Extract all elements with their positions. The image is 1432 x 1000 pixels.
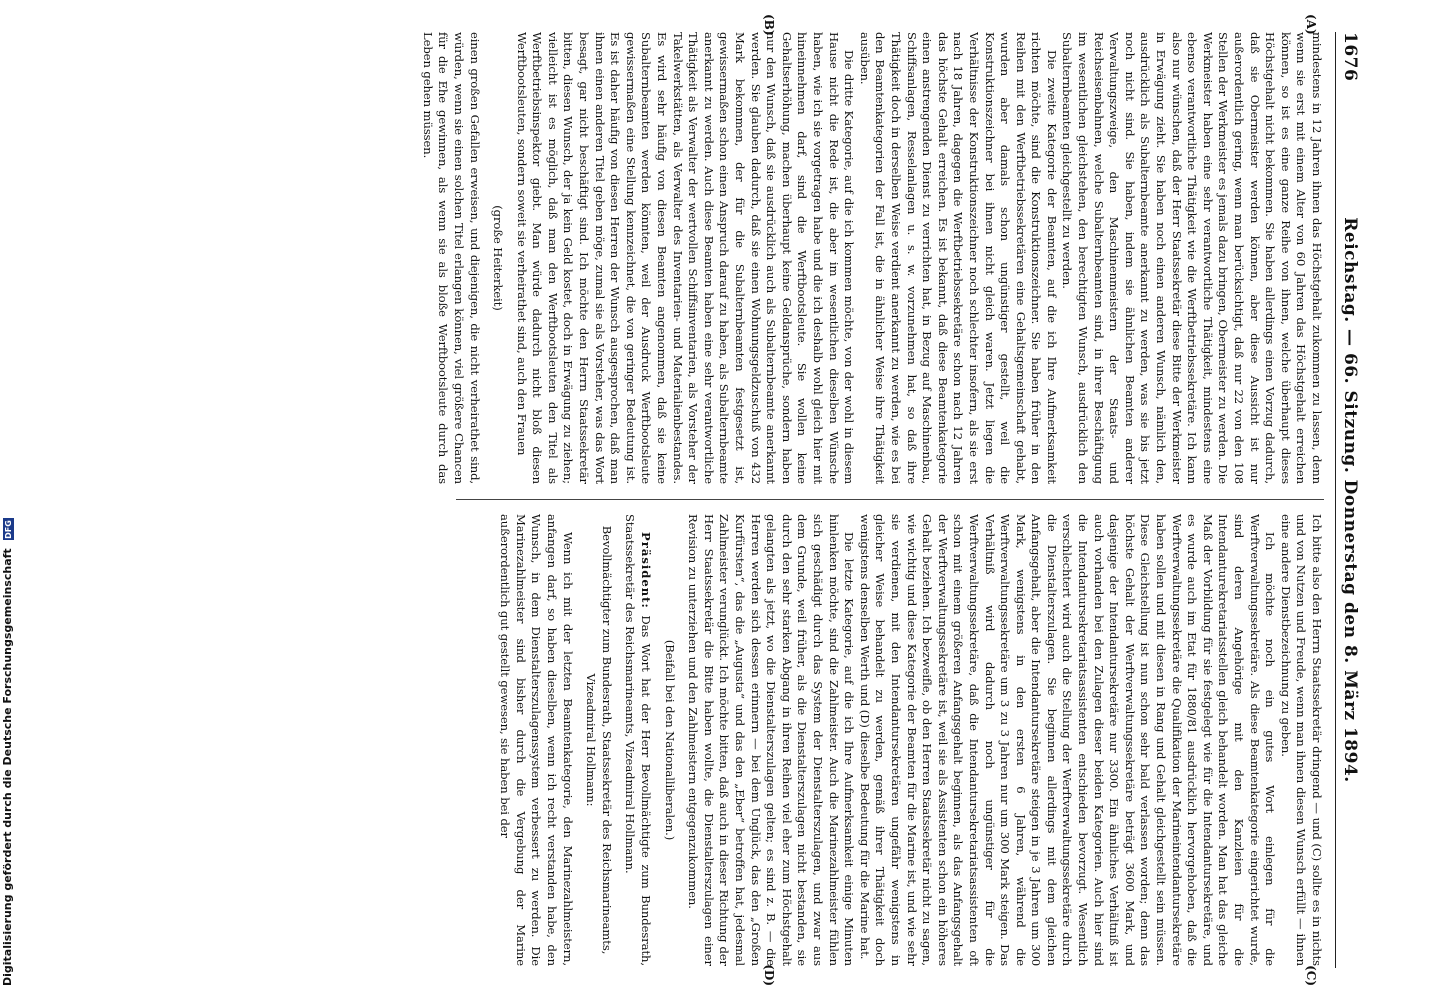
- margin-marker-a: (A): [1304, 14, 1318, 35]
- president-paragraph: [622, 514, 653, 966]
- left-paragraph-4: einen großen Gefallen erweisen, und diejenigen, die nicht verheirathet sind, würden, wenn sie einen solchen Titel erlangen können, viel größere Chancen für die Ehe gewinnen, als wenn sie als bloße Werftbootsleute durch das Leben gehen müssen.: [420, 32, 482, 484]
- page-header: [1335, 32, 1362, 968]
- margin-marker-d: (D): [762, 964, 776, 986]
- right-paragraph-2: Ich möchte noch ein gutes Wort einlegen für die Werftverwaltungssekretäre. Als diese Beamtenkategorie eingerichtet wurde, sind deren Angehörige mit den Kanzleien für die Intendanturekretariatsstellen gleich behandelt worden. Man hat das gleiche Maß der Vorbildung für sie festgelegt wie für die Intendantursekretäre, und es wurde auch im Etat für 1880/81 ausdrücklich hervorgehoben, daß die Werftverwaltungssekretäre die Qualifikation der Marineintendantursekretäre haben sollen und mit diesen in Rang und Gehalt gleichgestellt sein müssen. Diese Gleichstellung ist nun schon sehr bald verlassen worden; denn das höchste Gehalt der Werftverwaltungssekretäre beträgt 3600 Mark, und dasjenige der Intendantursekretäre nur 3300. Ein ähnliches Verhältniß ist auch vorhanden bei den Zulagen dieser beiden Kategorien. Auch hier sind die Intendantursekretariatsassistenten entschieden bevorzugt. Wesentlich verschlechtert wird auch die Stellung der Werftverwaltungssekretäre durch die Dienstalterszulagen. Sie beginnen allerdings mit dem gleichen Anfangsgehalt, aber die Intendantursekretäre steigen in je 3 Jahren um 300 Mark, wenigstens in den ersten 6 Jahren, während die Werftverwaltungssekretäre um 3 zu 3 Jahren nur um 300 Mark steigen. Das Verhältniß wird dadurch noch ungünstiger für die Werftverwaltungssekretäre, daß die Intendantursekretariatsassistenten oft schon mit einem größeren Anfangsgehalt beginnen, als das Anfangsgehalt der Werftverwaltungssekretäre ist, weil sie als Assistenten schon ein höheres Gehalt beziehen. Ich bezweifle, ob den Herren Staatssekretär nicht zu sagen, wie wichtig und diese Kategorie der Beamten für die Marine ist, und wie sehr sie verdienen, mit den Intendantursekretären ungefähr wenigstens in gleicher Weise behandelt zu werden, gemäß ihrer Thätigkeit doch wenigstens denselben Werth und (D) dieselbe Bedeutung für die Marine hat.: [857, 514, 1278, 966]
- digitization-note: [0, 0, 22, 1000]
- interjection: (große Heiterkeit): [491, 205, 506, 311]
- page-number: 1676: [1340, 32, 1360, 82]
- margin-marker-b: (B): [762, 14, 776, 36]
- speaker-heading: Bevollmächtigter zum Bundesrath, Staatssekretär des Reichsmarineamts, Vizeadmiral Hollmann:: [584, 525, 614, 955]
- dfg-logo-icon: DFG: [3, 520, 13, 539]
- left-paragraph-3: Die dritte Kategorie, auf die ich kommen möchte, von der wohl in diesem Hause nicht die Rede ist, die aber im wesentlichen dieselben Wünsche haben, wie ich sie vorgetragen habe und die ich deshalb wohl gleich hier mit hineinnehmen darf, sind die Werftbootsleute. Sie wollen keine Gehaltserhöhung, machen überhaupt keine Geldansprüche, sondern haben nur den Wunsch, daß sie ausdrücklich auch als Subalternbeamte anerkannt werden. Sie glauben dadurch, daß sie einen Wohnungsgeldzuschuß von 432 Mark bekommen, der für die Subalternbeamten festgesetzt ist, gewissermaßen schon einen Anspruch darauf zu haben, als Subalternbeamte anerkannt zu werden. Auch diese Beamten haben eine sehr verantwortliche Thätigkeit als Verwalter der wertvollen Schiffsinventarien, als Vorsteher der Takelwerkstätten, als Verwalter des Inventarien- und Materialienbestandes. Es wird sehr häufig von diesen Beamten angenommen, daß sie keine Subalternbeamten werden könnten, weil der Ausdruck Werftbootsleute gewissermaßen eine Stellung kennzeichnet, die von geringer Bedeutung ist. Es ist daher häufig von diesen Herren der Wunsch ausgesprochen, daß man ihnen einen anderen Titel geben möge, zumal sie als Vorsteher, was das Wort besagt, gar nicht beschäftigt sind. Ich möchte den Herrn Staatssekretär bitten, diesen Wunsch, der ja kein Geld kostet, doch in Erwägung zu ziehen; vielleicht ist es möglich, daß man den Werftbootsleuten den Titel als Werftbetriebsinspektor giebt. Man würde dadurch nicht bloß diesen Werftbootsleuten, sondern soweit sie verheirathet sind, auch den Frauen: [514, 32, 857, 484]
- left-paragraph-1: mindestens in 12 Jahren ihnen das Höchstgehalt zukommen zu lassen, denn wenn sie erst mit einem Alter von 60 Jahren das Höchstgehalt erreichen können, so ist es eine ganze Reihe von ihnen, welche überhaupt dieses Höchstgehalt nicht bekommen. Sie haben allerdings einen Vorzug dadurch, daß sie Obermeister werden können, aber diese Aussicht ist nur außerordentlich gering, wenn man berücksichtigt, daß nur 22 von den 108 Stellen der Werkmeister es jemals dazu bringen, Obermeister zu werden. Die Werkmeister haben eine sehr verantwortliche Thätigkeit, mindestens eine ebenso verantwortliche Thätigkeit wie die Werftbetriebssekretäre. Ich kann also nur wünschen, daß der Herr Staatssekretär diese Bitte der Werkmeister in Erwägung zieht. Sie haben noch einen anderen Wunsch, nämlich den, ausdrücklich als Subalternbeamte anerkannt zu werden, was sie bis jetzt noch nicht sind. Sie haben, indem sie ähnlichen Beamten anderer Verwaltungszweige, den Maschinenmeistern der Staats- und Reichseisenbahnen, welche Subalternbeamten sind, in ihrer Beschäftigung im wesentlichen gleichstehen, den berechtigten Wunsch, ausdrücklich den Subalternbeamten gleichgestellt zu werden.: [1060, 32, 1324, 484]
- right-paragraph-5: Wenn ich mit der letzten Beamtenkategorie, den Marinezahlmeistern, anfangen darf, so haben dieselben, wenn ich recht verstanden habe, den Wunsch, in dem Dienstalterszulagenssystem verbessert zu werden. Die Marinezahlmeister sind bisher durch die Vergebung der Marine außerordentlich gut gestellt gewesen, sie haben bei der: [498, 514, 575, 966]
- page-title: Reichstag. — 66. Sitzung. Donnerstag den 8. März 1894.: [1340, 217, 1360, 783]
- column-divider: [456, 499, 1324, 500]
- right-paragraph-1: Ich bitte also den Herrn Staatssekretär dringend — und (C) sollte es in nichts und von Nutzen und Freude, wenn man ihnen diesen Wunsch erfüllt — ihnen eine andere Dienstbezeichnung zu geben.: [1278, 514, 1324, 966]
- applause-note: (Beifall bei den Nationalliberalen.): [662, 639, 677, 841]
- right-column: [86, 514, 1324, 966]
- rotated-document-page: [56, 10, 1376, 990]
- left-column: [86, 32, 1324, 484]
- right-paragraph-3: Die letzte Kategorie, auf die ich Ihre Aufmerksamkeit einige Minuten hinlenken möchte, sind die Zahlmeister. Auch die Marinezahlmeister fühlen sich geschädigt durch das System der Dienstalterszulagen, und zwar aus dem Grunde, weil früher, als die Dienstalterszulagen nicht bestanden, sie durch den sehr starken Abgang in ihren Reihen viel eher zum Höchstgehalt gelangten als jetzt, wo die Dienstalterszulagen gelten; es sind z. B. — die Herren werden sich dessen erinnern — bei dem Unglück, das den „Großen Kurfürsten“, das die „Augusta“ und das den „Eber“ betroffen hat, jedesmal Zahlmeister verunglückt. Ich möchte bitten, daß auch in dieser Richtung der Herr Staatssekretär die Bitte haben wollte, die Dienstalterszulagen einer Revision zu unterziehen und den Zahlmeistern entgegenzukommen.: [686, 514, 857, 966]
- president-text: Das Wort hat der Herr Bevollmächtigte zum Bundesrath, Staatssekretär des Reichsmarineamts, Vizeadmiral Hollmann.: [623, 514, 654, 966]
- president-label: Präsident:: [639, 532, 654, 609]
- digitization-text: Digitalisierung gefördert durch die Deutsche Forschungsgemeinschaft: [1, 548, 14, 986]
- digitization-text-wrap: [1, 518, 14, 986]
- margin-marker-c: (C): [1304, 965, 1318, 986]
- left-paragraph-2: Die zweite Kategorie der Beamten, auf die ich Ihre Aufmerksamkeit richten möchte, sind die Konstruktionszeichner. Sie haben früher in den Reihen mit den Werftbetriebssekretären eine Gehaltsgemeinschaft gehabt, wurden aber damals schon ungünstiger gestellt, weil die Konstruktionszeichner bei ihnen nicht gleich waren. Jetzt liegen die Verhältnisse der Konstruktionszeichner noch schlechter insofern, als sie erst nach 18 Jahren, dagegen die Werftbetriebssekretäre schon nach 12 Jahren das höchste Gehalt erreichen. Es ist bekannt, daß diese Beamtenkategorie einen anstrengenden Dienst zu verrichten hat, in Bezug auf Maschinenbau, Schiffsanlagen, Resselanlagen u. s. w. vorzunehmen hat, so daß ihre Thätigkeit doch in derselben Weise verdient anerkannt zu werden, wie es bei den Beamtenkategorien der Fall ist, die in ähnlicher Weise ihre Thätigkeit ausüben.: [857, 32, 1059, 484]
